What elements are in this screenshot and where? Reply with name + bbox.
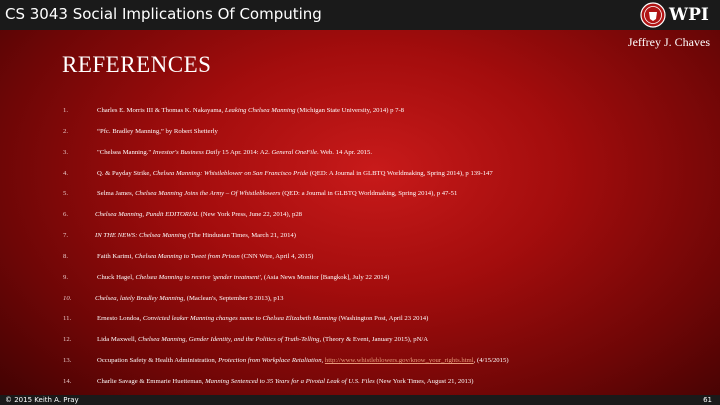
- reference-text: Lida Maxwell, Chelsea Manning, Gender Identity, and the Politics of Truth-Telling, (Theory & Event, January 2015), pN/A: [97, 336, 429, 344]
- reference-number: 7.: [63, 232, 69, 240]
- reference-number: 14.: [63, 377, 72, 385]
- reference-number: 4.: [63, 169, 69, 177]
- reference-item: [0, 335, 720, 356]
- reference-text: Q. & Payday Strike, Chelsea Manning: Whistleblower on San Francisco Pride (QED: A Journal in GLBTQ Worldmaking, Spring 2014), p 139-147: [97, 169, 493, 177]
- page-number: 61: [703, 396, 712, 404]
- reference-number: 12.: [63, 336, 72, 344]
- reference-number: 2.: [63, 127, 69, 135]
- reference-text: Charlie Savage & Emmarie Huetteman, Manning Sentenced to 35 Years for a Pivotal Leak of U.S. Files (New York Times, August 21, 2013): [97, 377, 474, 385]
- reference-item: [0, 106, 720, 127]
- reference-text: Ernesto Londoa, Convicted leaker Manning changes name to Chelsea Elizabeth Manning (Washington Post, April 23 2014): [97, 315, 429, 323]
- reference-text: “Pfc. Bradley Manning,” by Robert Shetterly: [97, 127, 218, 135]
- reference-number: 3.: [63, 148, 69, 156]
- reference-number: 11.: [63, 315, 72, 323]
- reference-item: [0, 189, 720, 210]
- reference-text: Occupation Safety & Health Administration, Protection from Workplace Retaliation, http://www.whistleblowers.gov/know_your_rights.html, (4/15/2015): [97, 357, 509, 365]
- logo-text: WPI: [669, 5, 709, 25]
- reference-number: 6.: [63, 211, 69, 219]
- reference-text: Charles E. Morris III & Thomas K. Nakayama, Leaking Chelsea Manning (Michigan State University, 2014) p 7-8: [97, 107, 405, 114]
- reference-list: [0, 106, 720, 398]
- reference-text: "Chelsea Manning." Investor's Business Daily 15 Apr. 2014: A2. General OneFile. Web. 14 Apr. 2015.: [97, 148, 373, 156]
- reference-item: [0, 169, 720, 190]
- wpi-logo: [640, 2, 709, 28]
- reference-number: 10.: [63, 294, 72, 302]
- reference-number: 9.: [63, 273, 69, 281]
- reference-text: IN THE NEWS: Chelsea Manning (The Hindustan Times, March 21, 2014): [95, 232, 296, 240]
- reference-item: [0, 252, 720, 273]
- reference-item: [0, 294, 720, 315]
- reference-item: [0, 210, 720, 231]
- reference-text: Faith Karimi, Chelsea Manning to Tweet from Prison (CNN Wire, April 4, 2015): [97, 252, 314, 260]
- reference-item: [0, 127, 720, 148]
- reference-text: Chuck Hagel, Chelsea Manning to receive 'gender treatment', (Asia News Monitor [Bangkok], July 22 2014): [97, 273, 390, 281]
- reference-text: Chelsea, lately Bradley Manning, (Maclean's, September 9 2013), p13: [95, 294, 284, 302]
- reference-number: 1.: [63, 107, 69, 114]
- footer-bar: [0, 395, 720, 405]
- seal-icon: [640, 2, 666, 28]
- reference-item: [0, 356, 720, 377]
- reference-number: 5.: [63, 190, 69, 198]
- reference-number: 13.: [63, 357, 72, 365]
- reference-text: Selma James, Chelsea Manning Joins the Army – Of Whistleblowers (QED: a Journal in GLBTQ Worldmaking, Spring 2014), p 47-51: [97, 190, 458, 198]
- page-title: REFERENCES: [62, 52, 212, 77]
- osha-link[interactable]: http://www.whistleblowers.gov/know_your_rights.html: [324, 357, 474, 365]
- reference-item: [0, 148, 720, 169]
- header-bar: [0, 0, 720, 30]
- reference-item: [0, 314, 720, 335]
- course-title: CS 3043 Social Implications Of Computing: [5, 5, 322, 23]
- reference-text: Chelsea Manning, Pundit EDITORIAL (New York Press, June 22, 2014), p28: [95, 211, 303, 219]
- reference-item: [0, 273, 720, 294]
- copyright: © 2015 Keith A. Pray: [5, 396, 79, 404]
- reference-item: [0, 231, 720, 252]
- author-name: Jeffrey J. Chaves: [627, 35, 710, 49]
- reference-number: 8.: [63, 252, 69, 260]
